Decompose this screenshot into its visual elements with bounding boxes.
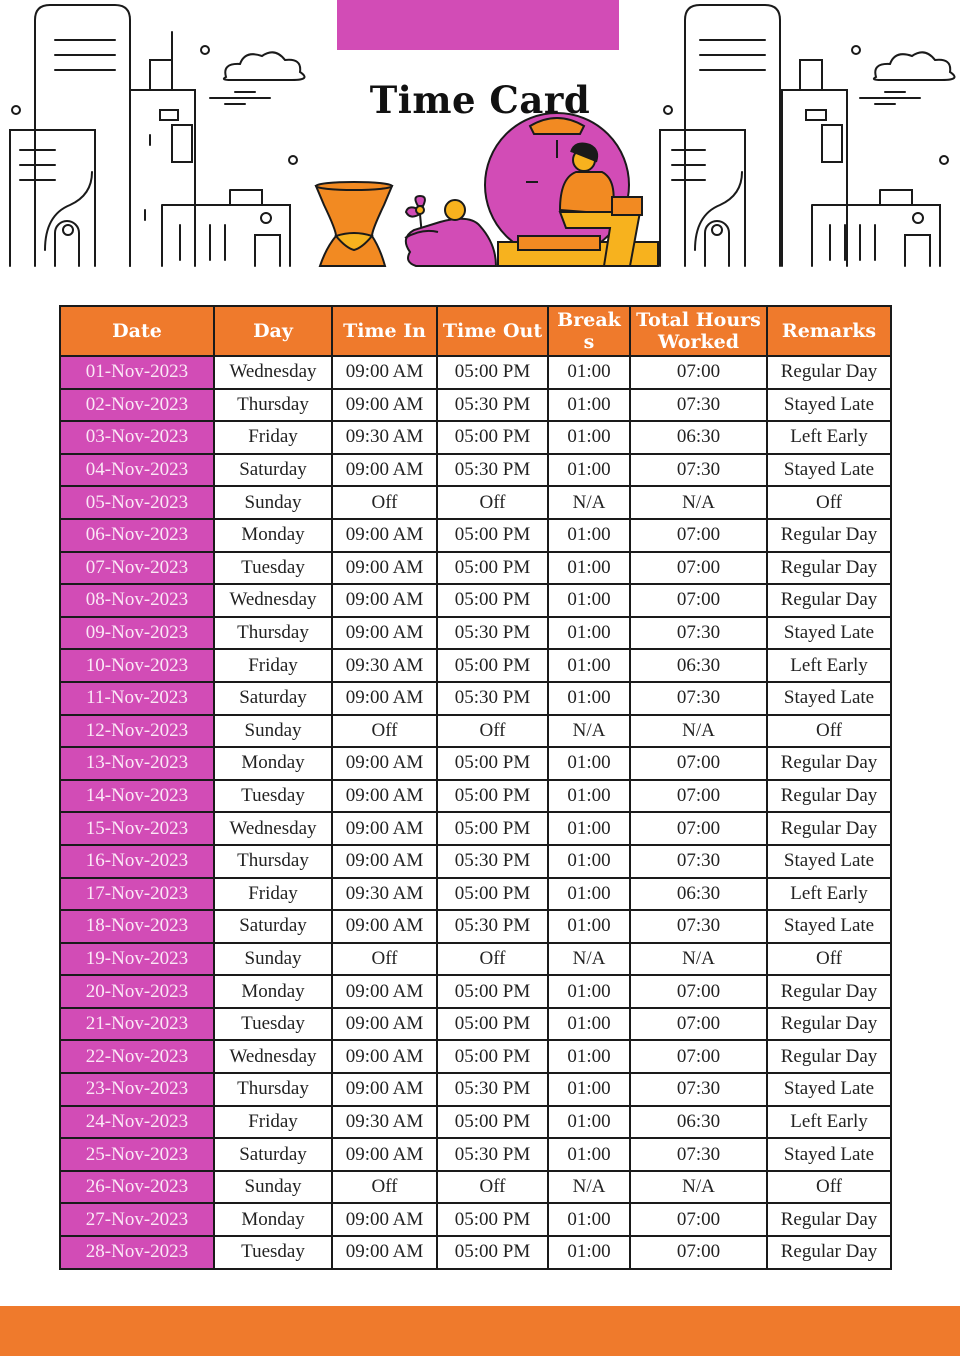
time-in-cell: 09:00 AM: [332, 1203, 437, 1236]
day-cell: Wednesday: [214, 1040, 332, 1073]
table-row: [60, 1171, 891, 1204]
breaks-header-label: Breaks: [557, 309, 621, 353]
total-hours-cell: 06:30: [630, 649, 767, 682]
remarks-cell: Left Early: [767, 649, 891, 682]
remarks-cell: Regular Day: [767, 780, 891, 813]
day-cell: Sunday: [214, 1171, 332, 1204]
remarks-cell: Stayed Late: [767, 910, 891, 943]
time-in-cell: Off: [332, 486, 437, 519]
table-row: [60, 943, 891, 976]
header-accent-bar: [337, 0, 619, 50]
date-cell: 28-Nov-2023: [60, 1236, 214, 1269]
total-hours-cell: 07:30: [630, 845, 767, 878]
remarks-cell: Regular Day: [767, 975, 891, 1008]
day-cell: Sunday: [214, 943, 332, 976]
table-row: [60, 454, 891, 487]
date-cell: 20-Nov-2023: [60, 975, 214, 1008]
total-hours-cell: 07:00: [630, 812, 767, 845]
date-cell: 04-Nov-2023: [60, 454, 214, 487]
time-out-cell: 05:00 PM: [437, 356, 548, 389]
date-cell: 06-Nov-2023: [60, 519, 214, 552]
date-cell: 01-Nov-2023: [60, 356, 214, 389]
remarks-cell: Off: [767, 715, 891, 748]
breaks-cell: 01:00: [548, 649, 630, 682]
table-row: [60, 715, 891, 748]
time-out-cell: 05:00 PM: [437, 812, 548, 845]
day-cell: Wednesday: [214, 812, 332, 845]
day-cell: Monday: [214, 747, 332, 780]
total-hours-cell: 06:30: [630, 421, 767, 454]
table-row: [60, 682, 891, 715]
total-hours-cell: 07:00: [630, 1008, 767, 1041]
day-cell: Sunday: [214, 715, 332, 748]
table-row: [60, 910, 891, 943]
breaks-cell: N/A: [548, 1171, 630, 1204]
time-in-cell: Off: [332, 1171, 437, 1204]
time-out-cell: 05:00 PM: [437, 584, 548, 617]
breaks-cell: 01:00: [548, 910, 630, 943]
day-cell: Friday: [214, 878, 332, 911]
breaks-cell: 01:00: [548, 878, 630, 911]
table-row: [60, 649, 891, 682]
day-cell: Sunday: [214, 486, 332, 519]
day-cell: Tuesday: [214, 1236, 332, 1269]
total-hours-cell: N/A: [630, 1171, 767, 1204]
table-row: [60, 812, 891, 845]
day-cell: Saturday: [214, 682, 332, 715]
time-out-cell: Off: [437, 1171, 548, 1204]
day-cell: Saturday: [214, 454, 332, 487]
time-out-cell: Off: [437, 715, 548, 748]
day-cell: Friday: [214, 649, 332, 682]
time-in-cell: 09:00 AM: [332, 1138, 437, 1171]
table-row: [60, 486, 891, 519]
remarks-cell: Stayed Late: [767, 1138, 891, 1171]
remarks-cell: Stayed Late: [767, 454, 891, 487]
table-row: [60, 1040, 891, 1073]
day-cell: Tuesday: [214, 552, 332, 585]
table-row: [60, 845, 891, 878]
remarks-cell: Regular Day: [767, 1008, 891, 1041]
table-row: [60, 421, 891, 454]
remarks-cell: Stayed Late: [767, 682, 891, 715]
day-cell: Thursday: [214, 1073, 332, 1106]
time-out-cell: Off: [437, 486, 548, 519]
total-hours-cell: 07:00: [630, 780, 767, 813]
day-cell: Thursday: [214, 617, 332, 650]
time-out-cell: 05:00 PM: [437, 780, 548, 813]
day-cell: Friday: [214, 1106, 332, 1139]
total-hours-cell: 06:30: [630, 1106, 767, 1139]
total-hours-cell: 06:30: [630, 878, 767, 911]
date-cell: 17-Nov-2023: [60, 878, 214, 911]
total-hours-cell: 07:30: [630, 1073, 767, 1106]
day-cell: Thursday: [214, 389, 332, 422]
time-out-cell: 05:30 PM: [437, 389, 548, 422]
time-out-cell: 05:00 PM: [437, 747, 548, 780]
breaks-cell: 01:00: [548, 1203, 630, 1236]
remarks-cell: Left Early: [767, 878, 891, 911]
time-in-cell: 09:00 AM: [332, 1040, 437, 1073]
remarks-cell: Left Early: [767, 421, 891, 454]
column-header-day: Day: [214, 306, 332, 356]
date-cell: 08-Nov-2023: [60, 584, 214, 617]
time-in-cell: 09:30 AM: [332, 1106, 437, 1139]
time-in-cell: 09:00 AM: [332, 584, 437, 617]
time-out-cell: 05:00 PM: [437, 1040, 548, 1073]
day-cell: Wednesday: [214, 356, 332, 389]
remarks-cell: Regular Day: [767, 747, 891, 780]
breaks-cell: 01:00: [548, 747, 630, 780]
breaks-cell: 01:00: [548, 975, 630, 1008]
total-hours-cell: 07:30: [630, 682, 767, 715]
date-cell: 10-Nov-2023: [60, 649, 214, 682]
breaks-cell: 01:00: [548, 389, 630, 422]
total-hours-cell: 07:00: [630, 1236, 767, 1269]
time-in-cell: 09:00 AM: [332, 812, 437, 845]
remarks-cell: Off: [767, 486, 891, 519]
total-hours-cell: 07:00: [630, 356, 767, 389]
date-cell: 23-Nov-2023: [60, 1073, 214, 1106]
total-hours-cell: 07:30: [630, 454, 767, 487]
time-out-cell: 05:30 PM: [437, 617, 548, 650]
table-row: [60, 1008, 891, 1041]
time-in-cell: Off: [332, 715, 437, 748]
breaks-cell: 01:00: [548, 1073, 630, 1106]
column-header-breaks: [548, 306, 630, 356]
remarks-cell: Stayed Late: [767, 1073, 891, 1106]
breaks-cell: 01:00: [548, 421, 630, 454]
time-out-cell: 05:30 PM: [437, 845, 548, 878]
remarks-cell: Left Early: [767, 1106, 891, 1139]
total-hours-cell: N/A: [630, 715, 767, 748]
table-row: [60, 356, 891, 389]
remarks-cell: Regular Day: [767, 519, 891, 552]
day-cell: Saturday: [214, 910, 332, 943]
time-out-cell: 05:00 PM: [437, 421, 548, 454]
table-row: [60, 975, 891, 1008]
total-hours-cell: 07:00: [630, 1203, 767, 1236]
breaks-cell: 01:00: [548, 552, 630, 585]
day-cell: Friday: [214, 421, 332, 454]
time-out-cell: 05:00 PM: [437, 649, 548, 682]
time-in-cell: 09:00 AM: [332, 1008, 437, 1041]
breaks-cell: N/A: [548, 715, 630, 748]
time-in-cell: 09:00 AM: [332, 552, 437, 585]
remarks-cell: Off: [767, 1171, 891, 1204]
table-row: [60, 584, 891, 617]
time-in-cell: 09:00 AM: [332, 780, 437, 813]
table-row: [60, 878, 891, 911]
date-cell: 18-Nov-2023: [60, 910, 214, 943]
total-hours-cell: 07:30: [630, 389, 767, 422]
table-row: [60, 1236, 891, 1269]
date-cell: 14-Nov-2023: [60, 780, 214, 813]
date-cell: 05-Nov-2023: [60, 486, 214, 519]
time-out-cell: 05:00 PM: [437, 1236, 548, 1269]
date-cell: 11-Nov-2023: [60, 682, 214, 715]
date-cell: 16-Nov-2023: [60, 845, 214, 878]
breaks-cell: N/A: [548, 486, 630, 519]
date-cell: 02-Nov-2023: [60, 389, 214, 422]
total-hours-cell: 07:30: [630, 617, 767, 650]
column-header-date: Date: [60, 306, 214, 356]
table-row: [60, 1073, 891, 1106]
time-out-cell: 05:30 PM: [437, 454, 548, 487]
remarks-cell: Regular Day: [767, 812, 891, 845]
total-hours-cell: 07:30: [630, 910, 767, 943]
breaks-cell: 01:00: [548, 1008, 630, 1041]
day-cell: Monday: [214, 519, 332, 552]
day-cell: Monday: [214, 1203, 332, 1236]
remarks-cell: Regular Day: [767, 584, 891, 617]
time-in-cell: 09:30 AM: [332, 878, 437, 911]
total-hours-cell: 07:00: [630, 584, 767, 617]
page-title: Time Card: [369, 78, 591, 122]
day-cell: Thursday: [214, 845, 332, 878]
time-in-cell: 09:00 AM: [332, 975, 437, 1008]
time-out-cell: 05:30 PM: [437, 1138, 548, 1171]
time-out-cell: 05:00 PM: [437, 1008, 548, 1041]
time-in-cell: 09:00 AM: [332, 682, 437, 715]
date-cell: 15-Nov-2023: [60, 812, 214, 845]
date-cell: 07-Nov-2023: [60, 552, 214, 585]
total-hours-cell: N/A: [630, 486, 767, 519]
time-out-cell: 05:00 PM: [437, 1203, 548, 1236]
total-hours-cell: N/A: [630, 943, 767, 976]
time-in-cell: 09:00 AM: [332, 747, 437, 780]
time-in-cell: 09:00 AM: [332, 356, 437, 389]
time-in-cell: 09:00 AM: [332, 617, 437, 650]
breaks-cell: 01:00: [548, 780, 630, 813]
total-hours-cell: 07:30: [630, 1138, 767, 1171]
table-row: [60, 389, 891, 422]
breaks-cell: 01:00: [548, 584, 630, 617]
table-row: [60, 617, 891, 650]
column-header-total-hours: Total Hours Worked: [630, 306, 767, 356]
date-cell: 03-Nov-2023: [60, 421, 214, 454]
table-row: [60, 747, 891, 780]
date-cell: 22-Nov-2023: [60, 1040, 214, 1073]
date-cell: 26-Nov-2023: [60, 1171, 214, 1204]
time-out-cell: 05:00 PM: [437, 975, 548, 1008]
time-in-cell: 09:00 AM: [332, 845, 437, 878]
date-cell: 09-Nov-2023: [60, 617, 214, 650]
time-out-cell: 05:00 PM: [437, 878, 548, 911]
remarks-cell: Regular Day: [767, 356, 891, 389]
time-out-cell: 05:00 PM: [437, 552, 548, 585]
time-card-table: [59, 305, 892, 1270]
date-cell: 13-Nov-2023: [60, 747, 214, 780]
breaks-cell: 01:00: [548, 1106, 630, 1139]
table-row: [60, 780, 891, 813]
breaks-cell: 01:00: [548, 519, 630, 552]
total-hours-cell: 07:00: [630, 519, 767, 552]
total-hours-cell: 07:00: [630, 552, 767, 585]
breaks-cell: 01:00: [548, 1138, 630, 1171]
time-in-cell: 09:00 AM: [332, 519, 437, 552]
time-in-cell: 09:30 AM: [332, 421, 437, 454]
time-in-cell: 09:30 AM: [332, 649, 437, 682]
day-cell: Tuesday: [214, 780, 332, 813]
time-out-cell: 05:30 PM: [437, 682, 548, 715]
time-in-cell: 09:00 AM: [332, 910, 437, 943]
column-header-time-in: Time In: [332, 306, 437, 356]
table-row: [60, 1203, 891, 1236]
date-cell: 19-Nov-2023: [60, 943, 214, 976]
total-hours-cell: 07:00: [630, 975, 767, 1008]
time-in-cell: 09:00 AM: [332, 389, 437, 422]
table-row: [60, 1106, 891, 1139]
column-header-remarks: Remarks: [767, 306, 891, 356]
remarks-cell: Stayed Late: [767, 389, 891, 422]
remarks-cell: Regular Day: [767, 1203, 891, 1236]
time-in-cell: Off: [332, 943, 437, 976]
date-cell: 21-Nov-2023: [60, 1008, 214, 1041]
day-cell: Saturday: [214, 1138, 332, 1171]
breaks-cell: 01:00: [548, 617, 630, 650]
time-in-cell: 09:00 AM: [332, 1236, 437, 1269]
time-out-cell: 05:00 PM: [437, 519, 548, 552]
day-cell: Wednesday: [214, 584, 332, 617]
time-in-cell: 09:00 AM: [332, 1073, 437, 1106]
time-in-cell: 09:00 AM: [332, 454, 437, 487]
breaks-cell: 01:00: [548, 812, 630, 845]
remarks-cell: Off: [767, 943, 891, 976]
time-out-cell: 05:30 PM: [437, 1073, 548, 1106]
time-out-cell: 05:00 PM: [437, 1106, 548, 1139]
total-hours-cell: 07:00: [630, 747, 767, 780]
table-row: [60, 1138, 891, 1171]
breaks-cell: 01:00: [548, 845, 630, 878]
date-cell: 24-Nov-2023: [60, 1106, 214, 1139]
date-cell: 25-Nov-2023: [60, 1138, 214, 1171]
column-header-time-out: Time Out: [437, 306, 548, 356]
time-out-cell: Off: [437, 943, 548, 976]
breaks-cell: 01:00: [548, 356, 630, 389]
remarks-cell: Stayed Late: [767, 845, 891, 878]
remarks-cell: Regular Day: [767, 1040, 891, 1073]
breaks-cell: 01:00: [548, 682, 630, 715]
date-cell: 27-Nov-2023: [60, 1203, 214, 1236]
day-cell: Tuesday: [214, 1008, 332, 1041]
breaks-cell: 01:00: [548, 1040, 630, 1073]
breaks-cell: 01:00: [548, 454, 630, 487]
total-hours-cell: 07:00: [630, 1040, 767, 1073]
date-cell: 12-Nov-2023: [60, 715, 214, 748]
footer-accent-bar: [0, 1306, 960, 1356]
remarks-cell: Regular Day: [767, 552, 891, 585]
breaks-cell: 01:00: [548, 1236, 630, 1269]
remarks-cell: Stayed Late: [767, 617, 891, 650]
breaks-cell: N/A: [548, 943, 630, 976]
table-body: [60, 356, 891, 1269]
table-row: [60, 519, 891, 552]
table-header-row: [60, 306, 891, 356]
table-row: [60, 552, 891, 585]
day-cell: Monday: [214, 975, 332, 1008]
time-out-cell: 05:30 PM: [437, 910, 548, 943]
remarks-cell: Regular Day: [767, 1236, 891, 1269]
